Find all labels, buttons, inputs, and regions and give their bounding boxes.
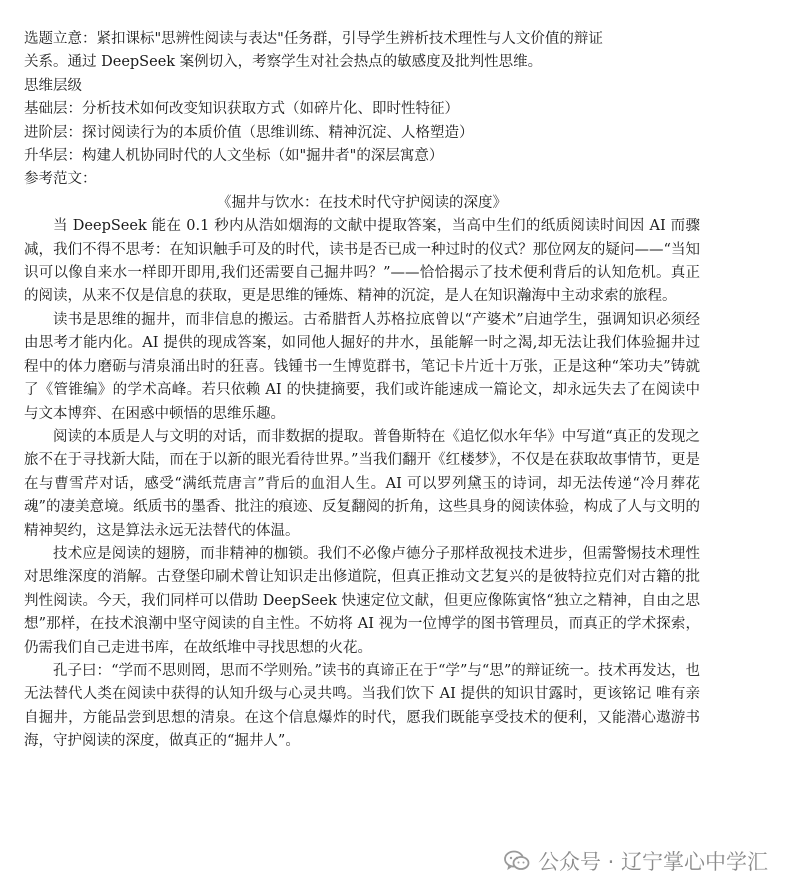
wechat-watermark [504, 846, 768, 876]
reference-label: 参考范文： [24, 171, 97, 188]
document-page [24, 28, 700, 754]
essay-paragraph-4: 技术应是阅读的翅膀，而非精神的枷锁。我们不必像卢德分子那样敌视技术进步，但需警惕技术理性对思维深度的消解。古登堡印刷术曾让知识走出修道院，但真正推动文艺复兴的是彼特拉克们对古籍的批判性阅读。今天，我们同样可以借助 DeepSeek 快速定位文献，但更应像陈寅恪“独立之精神，自由之思想”那样，在技术浪潮中坚守阅读的自主性。不妨将 AI 视为一位博学的图书管理员，而真正的学术探索，仍需我们自己走进书库，在故纸堆中寻找思想的火花。 [24, 545, 700, 656]
level-advanced: 进阶层：探讨阅读行为的本质价值（思维训练、精神沉淀、人格塑造） [24, 124, 474, 141]
wechat-official-account-icon [504, 850, 530, 872]
essay-paragraph-3: 阅读的本质是人与文明的对话，而非数据的提取。普鲁斯特在《追忆似水年华》中写道“真正的发现之旅不在于寻找新大陆，而在于以新的眼光看待世界。”当我们翻开《红楼梦》，不仅是在获取故事情节，更是在与曹雪芹对话，感受“满纸荒唐言”背后的血泪人生。AI 可以罗列黛玉的诗词，却无法传递“冷月葬花魂”的凄美意境。纸质书的墨香、批注的痕迹、反复翻阅的折角，这些具身的阅读体验，构成了人与文明的精神契约，这是算法永远无法替代的体温。 [24, 428, 700, 539]
essay-paragraph-1: 当 DeepSeek 能在 0.1 秒内从浩如烟海的文献中提取答案，当高中生们的纸质阅读时间因 AI 而骤减，我们不得不思考：在知识触手可及的时代，读书是否已成一种过时的仪式？那位网友的疑问——“当知识可以像自来水一样即开即用,我们还需要自己掘井吗？”——恰恰揭示了技术便利背后的认知危机。真正的阅读，从来不仅是信息的获取，更是思维的锤炼、精神的沉淀，是人在知识瀚海中主动求索的旅程。 [24, 218, 700, 305]
essay-paragraph-5: 孔子曰：“学而不思则罔，思而不学则殆。”读书的真谛正在于“学”与“思”的辩证统一。技术再发达，也无法替代人类在阅读中获得的认知升级与心灵共鸣。当我们饮下 AI 提供的知识甘露时，更该铭记 唯有亲自掘井，方能品尝到思想的清泉。在这个信息爆炸的时代，愿我们既能享受技术的便利，又能潜心遨游书海，守护阅读的深度，做真正的“掘井人”。 [24, 662, 700, 750]
level-elevated: 升华层：构建人机协同时代的人文坐标（如"掘井者"的深层寓意） [24, 148, 444, 165]
watermark-text: 公众号 · 辽宁掌心中学汇 [537, 850, 768, 874]
level-basic: 基础层：分析技术如何改变知识获取方式（如碎片化、即时性特征） [24, 101, 459, 118]
intro-line-1: 选题立意：紧扣课标"思辨性阅读与表达"任务群，引导学生辨析技术理性与人文价值的辩证 [24, 31, 603, 47]
levels-heading: 思维层级 [24, 77, 82, 94]
essay-title: 《掘井与饮水：在技术时代守护阅读的深度》 [217, 194, 507, 211]
essay-paragraph-2: 读书是思维的掘井，而非信息的搬运。古希腊哲人苏格拉底曾以“产婆术”启迪学生，强调知识必须经由思考才能内化。AI 提供的现成答案，如同他人掘好的井水，虽能解一时之渴,却无法让我们体验掘井过程中的体力磨砺与清泉涌出时的狂喜。钱锺书一生博览群书，笔记卡片近十万张，正是这种“笨功夫”铸就了《管锥编》的学术高峰。若只依赖 AI 的快捷摘要，我们或许能速成一篇论文，却永远失去了在阅读中与文本博弈、在困惑中顿悟的思维乐趣。 [24, 311, 700, 422]
intro-line-2: 关系。通过 DeepSeek 案例切入，考察学生对社会热点的敏感度及批判性思维。 [24, 54, 543, 71]
